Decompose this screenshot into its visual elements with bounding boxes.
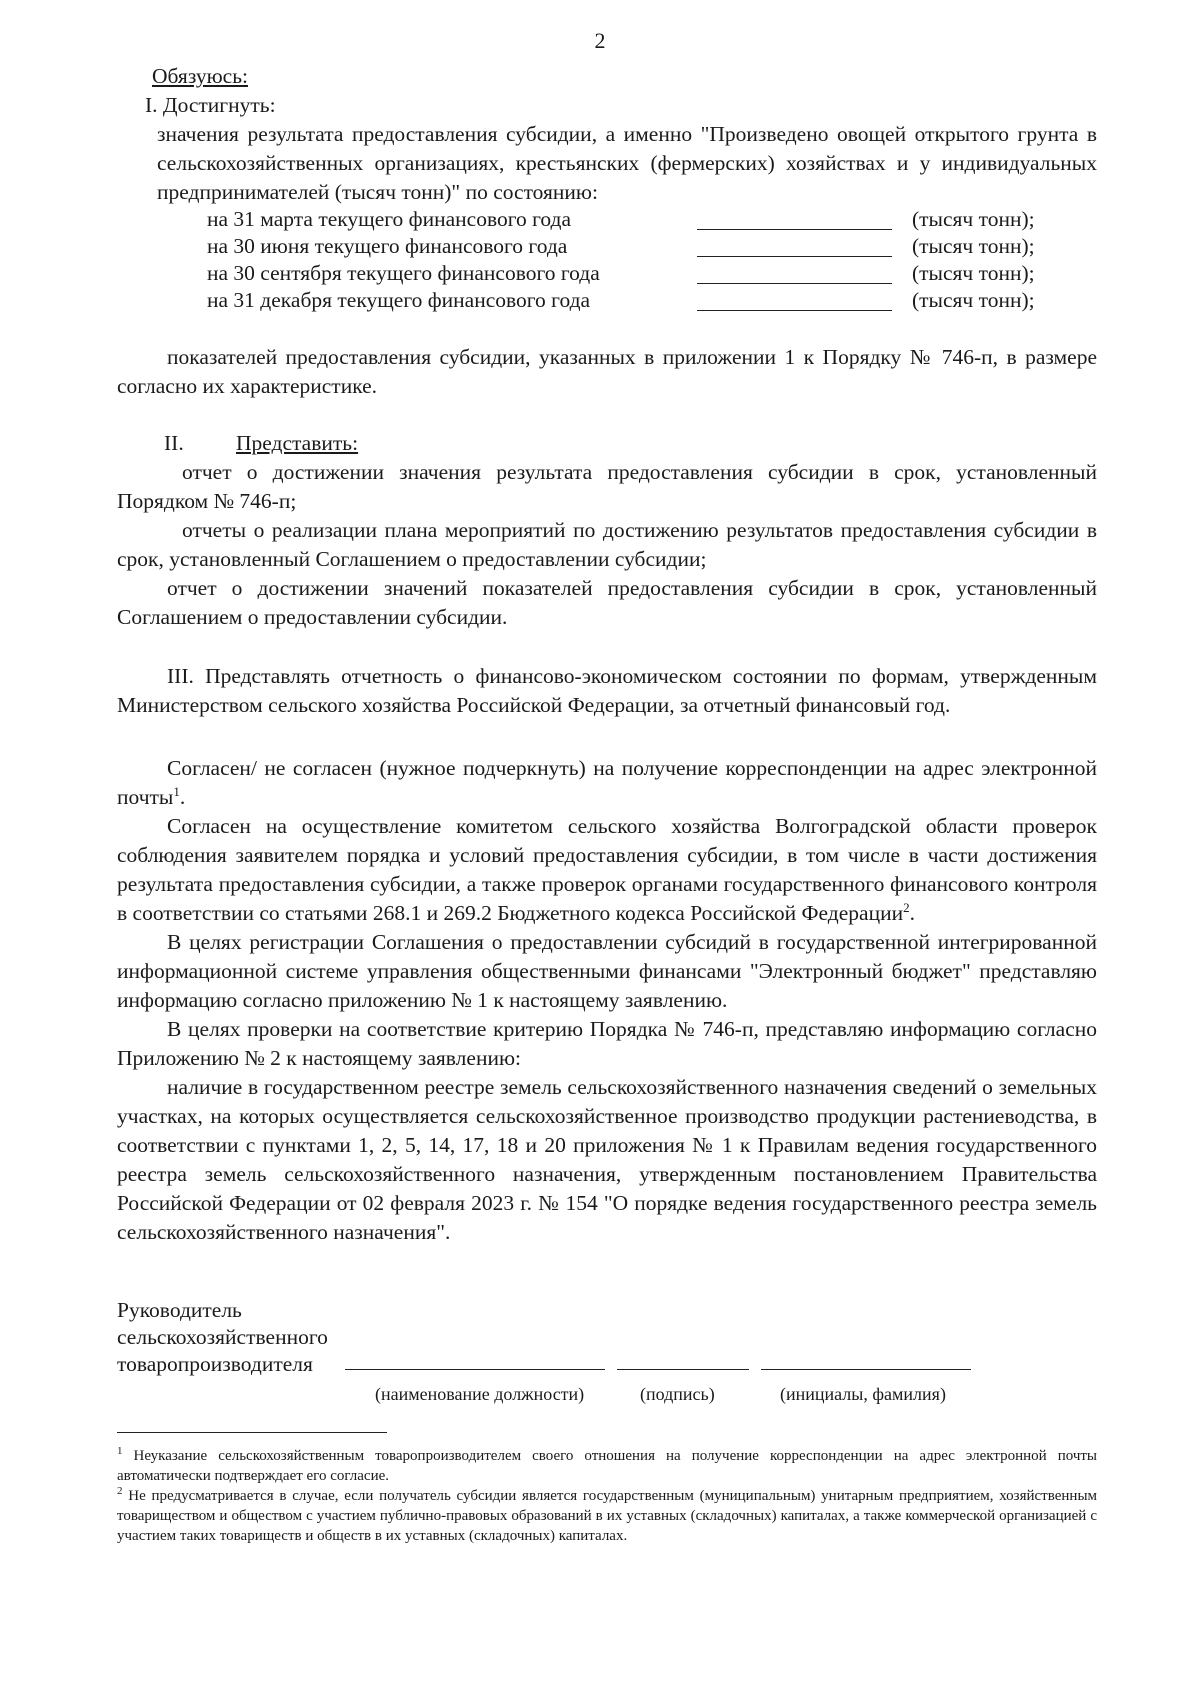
footnote-ref: 1 — [173, 783, 180, 799]
date-unit: (тысяч тонн); — [912, 261, 1035, 285]
date-unit: (тысяч тонн); — [912, 288, 1035, 312]
position-field-line — [345, 1349, 605, 1370]
date-row — [117, 234, 1097, 261]
caption-position: (наименование должности) — [375, 1384, 585, 1404]
checks-consent: Согласен на осуществление комитетом сельского хозяйства Волгоградской области проверок соблюдения заявителем порядка и условий предоставления субсидии, в том числе в части достижения результата предоставления субсидии, а также проверок органами государственного финансового контроля в соответствии со статьями 268.1 и 269.2 Бюджетного кодекса Российской Федерации$^2$. — [117, 814, 1097, 925]
section2-item: отчеты о реализации плана мероприятий по достижению результатов предоставления субсидии в срок, установленный Соглашением о предоставлении субсидии; — [117, 518, 1097, 571]
reporting-dates — [117, 207, 1097, 315]
value-blank-line — [697, 236, 892, 257]
footnote: $^2$ Не предусматривается в случае, если получатель субсидии является государственным (муниципальным) унитарным предприятием, хозяйственным товариществом и обществом с участием публично-правовых образований в их уставных (складочных) капиталах, а также коммерческой организацией с участием таких товариществ и обществ в их уставных (складочных) капиталах. — [117, 1485, 1098, 1544]
date-label: на 31 марта текущего финансового года — [207, 207, 572, 231]
value-blank-line — [697, 263, 892, 284]
date-label: на 30 сентября текущего финансового года — [207, 261, 600, 285]
section2-item: отчет о достижении значений показателей предоставления субсидии в срок, установленный Соглашением о предоставлении субсидии. — [117, 576, 1097, 629]
date-row — [117, 261, 1097, 288]
footnotes — [117, 1446, 1097, 1546]
value-blank-line — [697, 290, 892, 311]
section2-title: Представить: — [236, 431, 359, 455]
footnote: $^1$ Неуказание сельскохозяйственным товаропроизводителем своего отношения на получение корреспонденции на адрес электронной почты автоматически подтверждает его согласие. — [117, 1445, 1098, 1484]
criteria-text: В целях проверки на соответствие критерию Порядка № 746-п, представляю информацию согласно Приложению № 2 к настоящему заявлению: — [117, 1017, 1097, 1070]
section1-title: I. Достигнуть: — [145, 93, 276, 117]
page-number: 2 — [594, 28, 606, 53]
date-label: на 31 декабря текущего финансового года — [207, 288, 591, 312]
section1-result-text: значения результата предоставления субсидии, а именно "Произведено овощей открытого грунта в сельскохозяйственных организациях, крестьянских (фермерских) хозяйствах и у индивидуальных предпринимателей (тысяч тонн)" по состоянию: — [157, 122, 1097, 204]
section1-indicators-text: показателей предоставления субсидии, указанных в приложении 1 к Порядку № 746-п, в размере согласно их характеристике. — [117, 345, 1097, 398]
email-consent: Согласен/ не согласен (нужное подчеркнуть) на получение корреспонденции на адрес электронной почты$^1$. — [117, 756, 1097, 809]
section2-number: II. — [164, 431, 184, 455]
section3-text: III. Представлять отчетность о финансово-экономическом состоянии по формам, утвержденным Министерством сельского хозяйства Российской Федерации, за отчетный финансовый год. — [117, 664, 1097, 717]
date-label: на 30 июня текущего финансового года — [207, 234, 568, 258]
signatory-title: Руководитель сельскохозяйственного товаропроизводителя — [117, 1298, 328, 1376]
email-consent-text: Согласен/ не согласен (нужное подчеркнуть) на получение корреспонденции на адрес электронной почты — [117, 756, 1097, 809]
value-blank-line — [697, 209, 892, 230]
caption-signature: (подпись) — [640, 1384, 715, 1404]
date-row — [117, 288, 1097, 315]
land-registry-text: наличие в государственном реестре земель сельскохозяйственного назначения сведений о земельных участках, на которых осуществляется сельскохозяйственное производство продукции растениеводства, в соответствии с пунктами 1, 2, 5, 14, 17, 18 и 20 приложения № 1 к Правилам ведения государственного реестра земель сельскохозяйственного назначения, утвержденным постановлением Правительства Российской Федерации от 02 февраля 2023 г. № 154 "О порядке ведения государственного реестра земель сельскохозяйственного назначения". — [117, 1075, 1097, 1244]
caption-name: (инициалы, фамилия) — [780, 1384, 946, 1404]
footnote-ref: 2 — [903, 899, 910, 915]
signature-block — [117, 1297, 1097, 1378]
date-unit: (тысяч тонн); — [912, 234, 1035, 258]
footnote-separator — [117, 1432, 387, 1433]
signature-lines — [345, 1349, 971, 1370]
date-row — [117, 207, 1097, 234]
obligation-heading: Обязуюсь: — [152, 64, 248, 88]
signature-field-line — [617, 1349, 749, 1370]
section2-item: отчет о достижении значения результата предоставления субсидии в срок, установленный Порядком № 746-п; — [117, 460, 1097, 513]
section2-heading — [117, 429, 1097, 458]
date-unit: (тысяч тонн); — [912, 207, 1035, 231]
signature-captions — [117, 1380, 1097, 1409]
name-field-line — [761, 1349, 971, 1370]
registration-text: В целях регистрации Соглашения о предоставлении субсидий в государственной интегрированной информационной системе управления общественными финансами "Электронный бюджет" представляю информацию согласно приложению № 1 к настоящему заявлению. — [117, 930, 1097, 1012]
checks-consent-text: Согласен на осуществление комитетом сельского хозяйства Волгоградской области проверок соблюдения заявителем порядка и условий предоставления субсидии, в том числе в части достижения результата предоставления субсидии, а также проверок органами государственного финансового контроля в соответствии со статьями 268.1 и 269.2 Бюджетного кодекса Российской Федерации — [117, 814, 1097, 925]
document-body — [117, 62, 1097, 1409]
